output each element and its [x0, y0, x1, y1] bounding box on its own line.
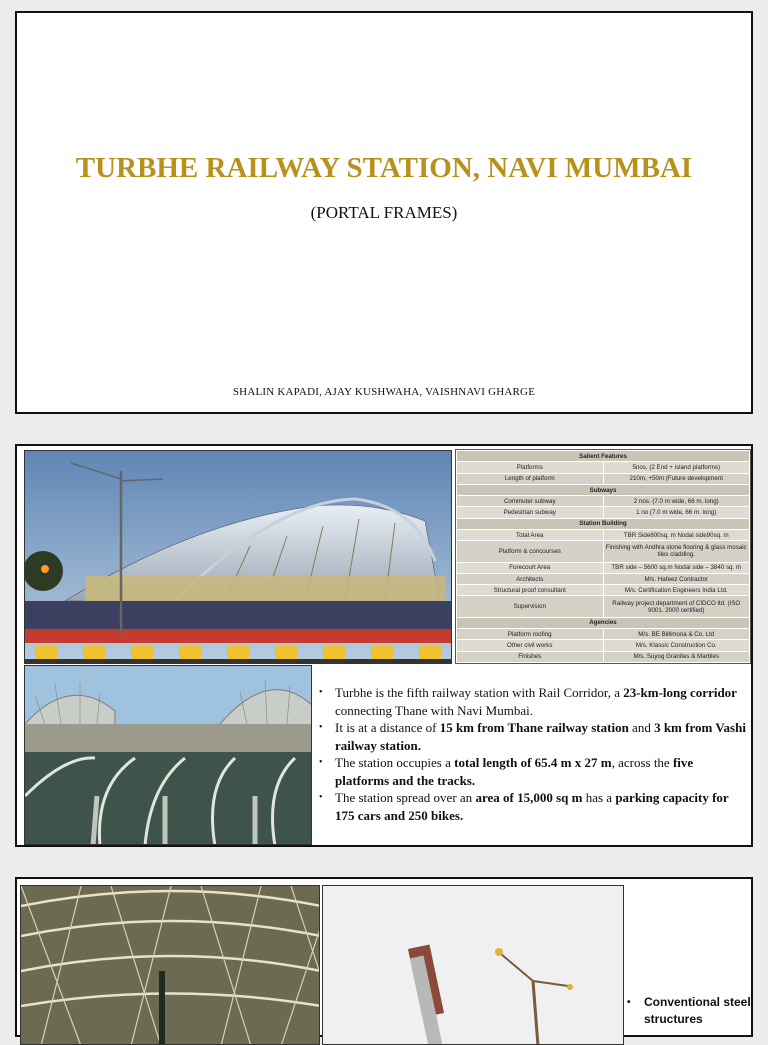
- bullet-icon: •: [319, 757, 323, 768]
- section-heading: Subways: [457, 484, 750, 495]
- feature-value: Finishing with Andhra stone flooring & glass mosaic tiles cladding.: [603, 541, 750, 562]
- bullet-emphasis: area of 15,000 sq m: [475, 790, 583, 805]
- feature-label: Finishes: [457, 651, 604, 662]
- feature-value: 210m, +50m (Future development: [603, 473, 750, 484]
- feature-value: M/s. Klassic Construction Co.: [603, 640, 750, 651]
- table-section-row: [457, 484, 750, 495]
- table-section-row: [457, 617, 750, 628]
- feature-label: Pedestrian subway: [457, 507, 604, 518]
- feature-label: Commuter subway: [457, 496, 604, 507]
- feature-value: M/s. Certification Engineers India Ltd.: [603, 585, 750, 596]
- presentation-subtitle: (PORTAL FRAMES): [310, 203, 458, 222]
- bullet-text: connecting Thane with Navi Mumbai.: [335, 702, 533, 718]
- bullet-emphasis: five platforms and the tracks.: [335, 755, 694, 788]
- bullet-emphasis: 3 km from Vashi railway station.: [335, 720, 746, 753]
- bullet-icon: •: [319, 722, 323, 733]
- feature-value: 5nos, (2 End + island platforms): [603, 462, 750, 473]
- structure-slide: [15, 877, 753, 1037]
- list-item: [317, 719, 747, 754]
- feature-value: 1 no (7.0 m wide, 66 m. long): [603, 507, 750, 518]
- roof-truss-photo: [20, 885, 320, 1045]
- table-row: [457, 541, 750, 562]
- table-row: [457, 562, 750, 573]
- bullet-emphasis: total length of 65.4 m x 27 m: [454, 755, 612, 770]
- feature-value: Railway project department of CIDCO ltd. (ISO 9001. 2000 certified): [603, 596, 750, 617]
- station-facts-list: [317, 684, 747, 824]
- feature-value: M/s. Suyog Granites & Marbles: [603, 651, 750, 662]
- presentation-title: TURBHE RAILWAY STATION, NAVI MUMBAI: [75, 152, 693, 184]
- bullet-emphasis: 15 km from Thane railway station: [439, 720, 629, 735]
- overview-slide: [15, 444, 753, 847]
- bullet-text: Turbhe is the fifth railway station with Rail Corridor, a: [335, 685, 624, 700]
- table-row: [457, 596, 750, 617]
- table-row: [457, 507, 750, 518]
- feature-label: Length of platform: [457, 473, 604, 484]
- table-row: [457, 462, 750, 473]
- structure-bullets: [627, 994, 752, 1028]
- authors-line: SHALIN KAPADI, AJAY KUSHWAHA, VAISHNAVI GHARGE: [232, 386, 536, 398]
- section-heading: Salient Features: [457, 451, 750, 462]
- table-row: [457, 628, 750, 639]
- section-heading: Station Building: [457, 518, 750, 529]
- feature-value: 2 nos. (7.0 m wide, 66 m. long): [603, 496, 750, 507]
- feature-label: Supervision: [457, 596, 604, 617]
- table-row: [457, 585, 750, 596]
- bullet-text: It is at a distance of: [335, 720, 440, 735]
- table-row: [457, 496, 750, 507]
- list-item: [627, 994, 752, 1028]
- table-row: [457, 473, 750, 484]
- feature-value: M/s. Hafeez Contractor: [603, 573, 750, 584]
- station-exterior-photo: [24, 450, 452, 664]
- bullet-text: The station occupies a: [335, 755, 455, 770]
- list-item: [317, 684, 747, 719]
- feature-label: Forecourt Area: [457, 562, 604, 573]
- feature-label: Total Area: [457, 530, 604, 541]
- feature-label: Architects: [457, 573, 604, 584]
- bullet-text: and: [628, 720, 655, 735]
- bullet-icon: •: [319, 687, 323, 698]
- bullet-text: The station spread over an: [335, 790, 476, 805]
- title-slide: [15, 11, 753, 414]
- list-item: [317, 789, 747, 824]
- bullet-emphasis: 23-km-long corridor: [623, 685, 737, 700]
- feature-value: TBR Side800sq. m Nodal side90sq. m: [603, 530, 750, 541]
- feature-value: TBR side – 5600 sq.m Nodal side – 3840 sq. m: [603, 562, 750, 573]
- table-section-row: [457, 451, 750, 462]
- table-row: [457, 651, 750, 662]
- table-section-row: [457, 518, 750, 529]
- feature-label: Platforms: [457, 462, 604, 473]
- salient-features-table: [455, 449, 751, 664]
- bullet-text: Conventional steel structures: [644, 995, 751, 1026]
- feature-label: Other civil works: [457, 640, 604, 651]
- bullet-emphasis: parking capacity for 175 cars and 250 bikes.: [335, 790, 729, 823]
- feature-value: M/s. BE Billimoria & Co. Ltd: [603, 628, 750, 639]
- list-item: [317, 754, 747, 789]
- bullet-text: , across the: [611, 755, 673, 770]
- bullet-icon: •: [627, 997, 631, 1008]
- feature-label: Platform & concourses: [457, 541, 604, 562]
- table-row: [457, 573, 750, 584]
- bullet-icon: •: [319, 792, 323, 803]
- bullet-text: has a: [582, 790, 616, 805]
- feature-label: Structural proof consultant: [457, 585, 604, 596]
- crane-erection-photo: [322, 885, 624, 1045]
- section-heading: Agencies: [457, 617, 750, 628]
- canopy-structure-photo: [24, 665, 312, 845]
- feature-label: Platform roofing: [457, 628, 604, 639]
- table-row: [457, 530, 750, 541]
- table-row: [457, 640, 750, 651]
